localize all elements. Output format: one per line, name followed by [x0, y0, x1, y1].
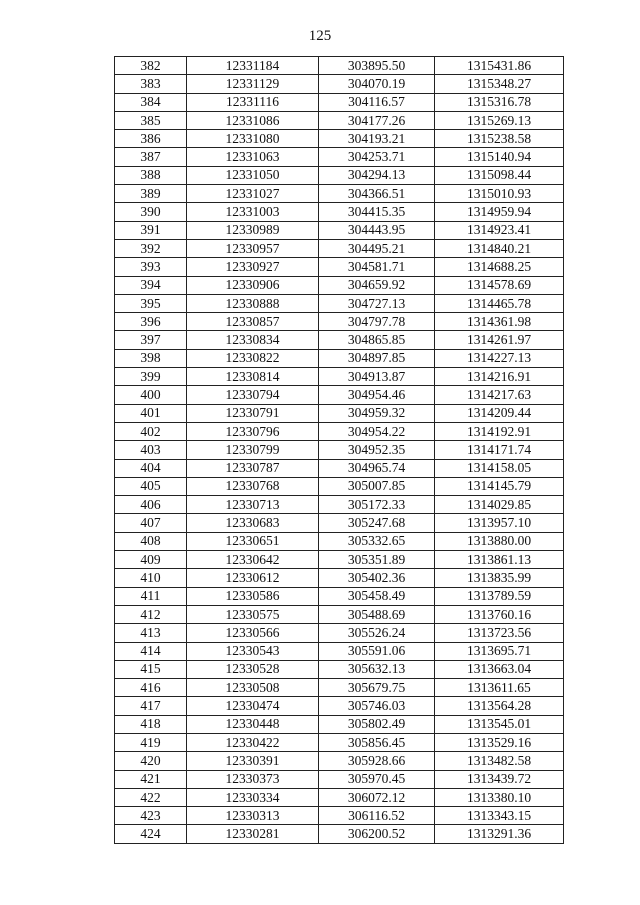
point-number-cell: 419 — [115, 733, 187, 751]
x-coordinate-cell: 305679.75 — [319, 679, 435, 697]
id-code-cell: 12331116 — [187, 93, 319, 111]
point-number-cell: 388 — [115, 166, 187, 184]
point-number-cell: 401 — [115, 404, 187, 422]
x-coordinate-cell: 304954.46 — [319, 386, 435, 404]
point-number-cell: 415 — [115, 660, 187, 678]
id-code-cell: 12330334 — [187, 788, 319, 806]
point-number-cell: 411 — [115, 587, 187, 605]
table-row — [115, 551, 564, 569]
table-row — [115, 368, 564, 386]
point-number-cell: 414 — [115, 642, 187, 660]
point-number-cell: 399 — [115, 368, 187, 386]
y-coordinate-cell: 1314158.05 — [435, 459, 564, 477]
id-code-cell: 12330888 — [187, 294, 319, 312]
point-number-cell: 406 — [115, 496, 187, 514]
point-number-cell: 397 — [115, 331, 187, 349]
point-number-cell: 403 — [115, 441, 187, 459]
id-code-cell: 12330713 — [187, 496, 319, 514]
table-row — [115, 221, 564, 239]
table-row — [115, 166, 564, 184]
id-code-cell: 12330834 — [187, 331, 319, 349]
point-number-cell: 421 — [115, 770, 187, 788]
y-coordinate-cell: 1314216.91 — [435, 368, 564, 386]
x-coordinate-cell: 304797.78 — [319, 313, 435, 331]
id-code-cell: 12330528 — [187, 660, 319, 678]
y-coordinate-cell: 1314465.78 — [435, 294, 564, 312]
point-number-cell: 408 — [115, 532, 187, 550]
point-number-cell: 407 — [115, 514, 187, 532]
x-coordinate-cell: 304294.13 — [319, 166, 435, 184]
table-row — [115, 496, 564, 514]
table-row — [115, 422, 564, 440]
table-row — [115, 715, 564, 733]
x-coordinate-cell: 304193.21 — [319, 130, 435, 148]
x-coordinate-cell: 305402.36 — [319, 569, 435, 587]
y-coordinate-cell: 1313880.00 — [435, 532, 564, 550]
id-code-cell: 12330906 — [187, 276, 319, 294]
id-code-cell: 12330796 — [187, 422, 319, 440]
x-coordinate-cell: 304443.95 — [319, 221, 435, 239]
y-coordinate-cell: 1313439.72 — [435, 770, 564, 788]
table-row — [115, 825, 564, 843]
x-coordinate-cell: 304952.35 — [319, 441, 435, 459]
id-code-cell: 12331129 — [187, 75, 319, 93]
table-row — [115, 313, 564, 331]
id-code-cell: 12330586 — [187, 587, 319, 605]
point-number-cell: 418 — [115, 715, 187, 733]
y-coordinate-cell: 1314145.79 — [435, 477, 564, 495]
y-coordinate-cell: 1314840.21 — [435, 239, 564, 257]
y-coordinate-cell: 1313291.36 — [435, 825, 564, 843]
y-coordinate-cell: 1313343.15 — [435, 807, 564, 825]
y-coordinate-cell: 1313663.04 — [435, 660, 564, 678]
table-row — [115, 441, 564, 459]
table-row — [115, 459, 564, 477]
id-code-cell: 12330373 — [187, 770, 319, 788]
x-coordinate-cell: 306072.12 — [319, 788, 435, 806]
x-coordinate-cell: 305172.33 — [319, 496, 435, 514]
table-row — [115, 258, 564, 276]
x-coordinate-cell: 305458.49 — [319, 587, 435, 605]
table-row — [115, 57, 564, 75]
y-coordinate-cell: 1313545.01 — [435, 715, 564, 733]
y-coordinate-cell: 1314959.94 — [435, 203, 564, 221]
point-number-cell: 409 — [115, 551, 187, 569]
y-coordinate-cell: 1313380.10 — [435, 788, 564, 806]
point-number-cell: 389 — [115, 185, 187, 203]
point-number-cell: 404 — [115, 459, 187, 477]
point-number-cell: 391 — [115, 221, 187, 239]
id-code-cell: 12330281 — [187, 825, 319, 843]
y-coordinate-cell: 1313760.16 — [435, 605, 564, 623]
y-coordinate-cell: 1313482.58 — [435, 752, 564, 770]
y-coordinate-cell: 1314578.69 — [435, 276, 564, 294]
x-coordinate-cell: 304954.22 — [319, 422, 435, 440]
y-coordinate-cell: 1313957.10 — [435, 514, 564, 532]
x-coordinate-cell: 304659.92 — [319, 276, 435, 294]
id-code-cell: 12330957 — [187, 239, 319, 257]
point-number-cell: 393 — [115, 258, 187, 276]
table-row — [115, 605, 564, 623]
table-row — [115, 111, 564, 129]
table-row — [115, 624, 564, 642]
id-code-cell: 12330313 — [187, 807, 319, 825]
point-number-cell: 398 — [115, 349, 187, 367]
table-row — [115, 532, 564, 550]
table-row — [115, 239, 564, 257]
table-row — [115, 807, 564, 825]
point-number-cell: 400 — [115, 386, 187, 404]
x-coordinate-cell: 304177.26 — [319, 111, 435, 129]
point-number-cell: 396 — [115, 313, 187, 331]
table-row — [115, 331, 564, 349]
y-coordinate-cell: 1315316.78 — [435, 93, 564, 111]
x-coordinate-cell: 305970.45 — [319, 770, 435, 788]
table-row — [115, 404, 564, 422]
x-coordinate-cell: 306116.52 — [319, 807, 435, 825]
table-row — [115, 679, 564, 697]
x-coordinate-cell: 304913.87 — [319, 368, 435, 386]
point-number-cell: 395 — [115, 294, 187, 312]
table-row — [115, 733, 564, 751]
table-row — [115, 294, 564, 312]
x-coordinate-cell: 304415.35 — [319, 203, 435, 221]
table-row — [115, 386, 564, 404]
y-coordinate-cell: 1313789.59 — [435, 587, 564, 605]
x-coordinate-cell: 304581.71 — [319, 258, 435, 276]
point-number-cell: 423 — [115, 807, 187, 825]
y-coordinate-cell: 1313861.13 — [435, 551, 564, 569]
point-number-cell: 416 — [115, 679, 187, 697]
id-code-cell: 12331063 — [187, 148, 319, 166]
table-row — [115, 185, 564, 203]
table-row — [115, 770, 564, 788]
x-coordinate-cell: 304495.21 — [319, 239, 435, 257]
x-coordinate-cell: 304116.57 — [319, 93, 435, 111]
point-number-cell: 417 — [115, 697, 187, 715]
point-number-cell: 402 — [115, 422, 187, 440]
table-row — [115, 148, 564, 166]
y-coordinate-cell: 1315348.27 — [435, 75, 564, 93]
id-code-cell: 12330575 — [187, 605, 319, 623]
point-number-cell: 385 — [115, 111, 187, 129]
y-coordinate-cell: 1314217.63 — [435, 386, 564, 404]
id-code-cell: 12331080 — [187, 130, 319, 148]
point-number-cell: 384 — [115, 93, 187, 111]
point-number-cell: 410 — [115, 569, 187, 587]
point-number-cell: 387 — [115, 148, 187, 166]
id-code-cell: 12330474 — [187, 697, 319, 715]
id-code-cell: 12330768 — [187, 477, 319, 495]
y-coordinate-cell: 1315431.86 — [435, 57, 564, 75]
id-code-cell: 12330422 — [187, 733, 319, 751]
y-coordinate-cell: 1313611.65 — [435, 679, 564, 697]
point-number-cell: 412 — [115, 605, 187, 623]
id-code-cell: 12330642 — [187, 551, 319, 569]
table-row — [115, 514, 564, 532]
id-code-cell: 12330791 — [187, 404, 319, 422]
y-coordinate-cell: 1314261.97 — [435, 331, 564, 349]
point-number-cell: 405 — [115, 477, 187, 495]
x-coordinate-cell: 305332.65 — [319, 532, 435, 550]
x-coordinate-cell: 304253.71 — [319, 148, 435, 166]
x-coordinate-cell: 304959.32 — [319, 404, 435, 422]
x-coordinate-cell: 305247.68 — [319, 514, 435, 532]
table-row — [115, 752, 564, 770]
y-coordinate-cell: 1313564.28 — [435, 697, 564, 715]
y-coordinate-cell: 1315269.13 — [435, 111, 564, 129]
point-number-cell: 422 — [115, 788, 187, 806]
table-row — [115, 788, 564, 806]
id-code-cell: 12331050 — [187, 166, 319, 184]
x-coordinate-cell: 305591.06 — [319, 642, 435, 660]
id-code-cell: 12330814 — [187, 368, 319, 386]
y-coordinate-cell: 1313723.56 — [435, 624, 564, 642]
table-row — [115, 93, 564, 111]
y-coordinate-cell: 1313835.99 — [435, 569, 564, 587]
table-row — [115, 660, 564, 678]
y-coordinate-cell: 1313695.71 — [435, 642, 564, 660]
table-row — [115, 130, 564, 148]
x-coordinate-cell: 304965.74 — [319, 459, 435, 477]
x-coordinate-cell: 305488.69 — [319, 605, 435, 623]
id-code-cell: 12330787 — [187, 459, 319, 477]
id-code-cell: 12330612 — [187, 569, 319, 587]
coordinates-table-body — [115, 57, 564, 844]
page-number: 125 — [308, 28, 332, 44]
y-coordinate-cell: 1315140.94 — [435, 148, 564, 166]
x-coordinate-cell: 304070.19 — [319, 75, 435, 93]
id-code-cell: 12330566 — [187, 624, 319, 642]
point-number-cell: 383 — [115, 75, 187, 93]
x-coordinate-cell: 304727.13 — [319, 294, 435, 312]
point-number-cell: 392 — [115, 239, 187, 257]
id-code-cell: 12330822 — [187, 349, 319, 367]
x-coordinate-cell: 305351.89 — [319, 551, 435, 569]
id-code-cell: 12330794 — [187, 386, 319, 404]
table-row — [115, 75, 564, 93]
coordinates-table — [114, 56, 564, 844]
point-number-cell: 394 — [115, 276, 187, 294]
y-coordinate-cell: 1314227.13 — [435, 349, 564, 367]
x-coordinate-cell: 304865.85 — [319, 331, 435, 349]
x-coordinate-cell: 306200.52 — [319, 825, 435, 843]
id-code-cell: 12330857 — [187, 313, 319, 331]
table-row — [115, 477, 564, 495]
table-row — [115, 203, 564, 221]
table-row — [115, 587, 564, 605]
y-coordinate-cell: 1315098.44 — [435, 166, 564, 184]
table-row — [115, 349, 564, 367]
id-code-cell: 12330651 — [187, 532, 319, 550]
id-code-cell: 12331086 — [187, 111, 319, 129]
y-coordinate-cell: 1314688.25 — [435, 258, 564, 276]
y-coordinate-cell: 1314923.41 — [435, 221, 564, 239]
x-coordinate-cell: 305802.49 — [319, 715, 435, 733]
table-row — [115, 569, 564, 587]
x-coordinate-cell: 305007.85 — [319, 477, 435, 495]
x-coordinate-cell: 304366.51 — [319, 185, 435, 203]
x-coordinate-cell: 304897.85 — [319, 349, 435, 367]
x-coordinate-cell: 305928.66 — [319, 752, 435, 770]
x-coordinate-cell: 305856.45 — [319, 733, 435, 751]
id-code-cell: 12331003 — [187, 203, 319, 221]
id-code-cell: 12330799 — [187, 441, 319, 459]
y-coordinate-cell: 1315238.58 — [435, 130, 564, 148]
x-coordinate-cell: 305632.13 — [319, 660, 435, 678]
id-code-cell: 12330683 — [187, 514, 319, 532]
id-code-cell: 12330391 — [187, 752, 319, 770]
y-coordinate-cell: 1314029.85 — [435, 496, 564, 514]
point-number-cell: 424 — [115, 825, 187, 843]
point-number-cell: 382 — [115, 57, 187, 75]
table-row — [115, 697, 564, 715]
id-code-cell: 12330543 — [187, 642, 319, 660]
y-coordinate-cell: 1314171.74 — [435, 441, 564, 459]
x-coordinate-cell: 305526.24 — [319, 624, 435, 642]
y-coordinate-cell: 1314209.44 — [435, 404, 564, 422]
id-code-cell: 12330989 — [187, 221, 319, 239]
id-code-cell: 12330508 — [187, 679, 319, 697]
point-number-cell: 390 — [115, 203, 187, 221]
id-code-cell: 12330927 — [187, 258, 319, 276]
y-coordinate-cell: 1314361.98 — [435, 313, 564, 331]
id-code-cell: 12331184 — [187, 57, 319, 75]
point-number-cell: 413 — [115, 624, 187, 642]
x-coordinate-cell: 303895.50 — [319, 57, 435, 75]
point-number-cell: 420 — [115, 752, 187, 770]
id-code-cell: 12330448 — [187, 715, 319, 733]
y-coordinate-cell: 1314192.91 — [435, 422, 564, 440]
y-coordinate-cell: 1313529.16 — [435, 733, 564, 751]
table-row — [115, 276, 564, 294]
table-row — [115, 642, 564, 660]
id-code-cell: 12331027 — [187, 185, 319, 203]
y-coordinate-cell: 1315010.93 — [435, 185, 564, 203]
x-coordinate-cell: 305746.03 — [319, 697, 435, 715]
point-number-cell: 386 — [115, 130, 187, 148]
